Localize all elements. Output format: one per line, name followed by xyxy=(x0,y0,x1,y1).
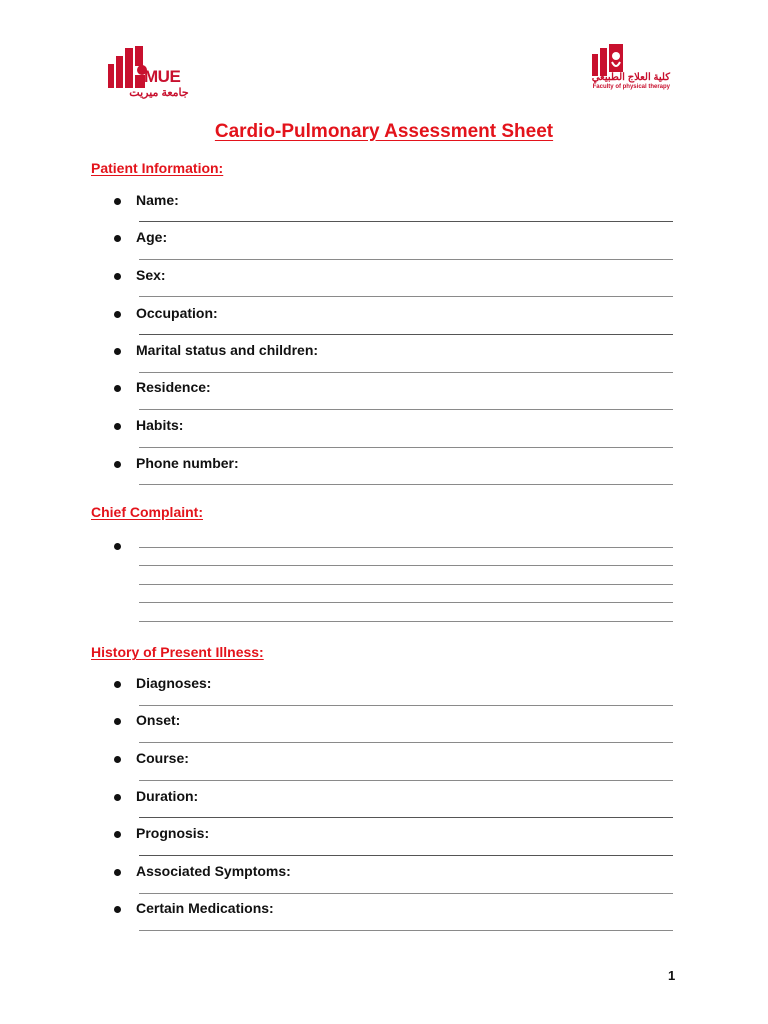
bullet-icon xyxy=(114,831,121,838)
field-label: Habits: xyxy=(136,417,184,433)
bullet-icon xyxy=(114,681,121,688)
field-label: Marital status and children: xyxy=(136,342,319,358)
field-label: Sex: xyxy=(136,267,166,283)
field-label: Course: xyxy=(136,750,189,766)
course-answer-line[interactable] xyxy=(139,780,673,781)
bullet-icon xyxy=(114,906,121,913)
age-answer-line[interactable] xyxy=(139,259,673,260)
onset-answer-line[interactable] xyxy=(139,742,673,743)
field-label: Associated Symptoms: xyxy=(136,863,291,879)
chief-complaint-line-5[interactable] xyxy=(139,621,673,622)
bullet-icon xyxy=(114,423,121,430)
chief-complaint-line-1[interactable] xyxy=(139,547,673,548)
field-label: Diagnoses: xyxy=(136,675,212,691)
field-label: Occupation: xyxy=(136,305,218,321)
field-label: Certain Medications: xyxy=(136,900,274,916)
bullet-icon xyxy=(114,385,121,392)
bullet-icon xyxy=(114,718,121,725)
field-label: Name: xyxy=(136,192,179,208)
field-label: Phone number: xyxy=(136,455,239,471)
faculty-name-arabic: كلية العلاج الطبيعي xyxy=(591,72,670,83)
residence-answer-line[interactable] xyxy=(139,409,673,410)
field-label: Age: xyxy=(136,229,168,245)
prognosis-answer-line[interactable] xyxy=(139,855,673,856)
chief-complaint-line-4[interactable] xyxy=(139,602,673,603)
field-label: Residence: xyxy=(136,379,211,395)
sex-answer-line[interactable] xyxy=(139,296,673,297)
chief-complaint-line-2[interactable] xyxy=(139,565,673,566)
chief-complaint-line-3[interactable] xyxy=(139,584,673,585)
associated-symptoms-answer-line[interactable] xyxy=(139,893,673,894)
marital-status-answer-line[interactable] xyxy=(139,372,673,373)
faculty-name-english: Faculty of physical therapy xyxy=(592,84,670,90)
page-title: Cardio-Pulmonary Assessment Sheet xyxy=(214,121,554,142)
name-answer-line[interactable] xyxy=(139,221,673,222)
bullet-icon xyxy=(114,756,121,763)
field-label: Onset: xyxy=(136,712,181,728)
patient-information-heading: Patient Information: xyxy=(91,160,224,176)
field-label: Duration: xyxy=(136,788,199,804)
bullet-icon xyxy=(114,794,121,801)
university-name-arabic: جامعة ميريت xyxy=(129,87,189,99)
habits-answer-line[interactable] xyxy=(139,447,673,448)
university-logo-text: MUE xyxy=(144,67,181,86)
history-of-present-illness-heading: History of Present Illness: xyxy=(91,644,264,660)
duration-answer-line[interactable] xyxy=(139,817,673,818)
bullet-icon xyxy=(114,869,121,876)
bullet-icon xyxy=(114,235,121,242)
bullet-icon xyxy=(114,311,121,318)
occupation-answer-line[interactable] xyxy=(139,334,673,335)
field-label: Prognosis: xyxy=(136,825,210,841)
chief-complaint-heading: Chief Complaint: xyxy=(91,504,203,520)
diagnoses-answer-line[interactable] xyxy=(139,705,673,706)
certain-medications-answer-line[interactable] xyxy=(139,930,673,931)
bullet-icon xyxy=(114,273,121,280)
bullet-icon xyxy=(114,461,121,468)
bullet-icon xyxy=(114,348,121,355)
phone-number-answer-line[interactable] xyxy=(139,484,673,485)
bullet-icon xyxy=(114,198,121,205)
page-number: 1 xyxy=(668,968,676,983)
bullet-icon xyxy=(114,543,121,550)
